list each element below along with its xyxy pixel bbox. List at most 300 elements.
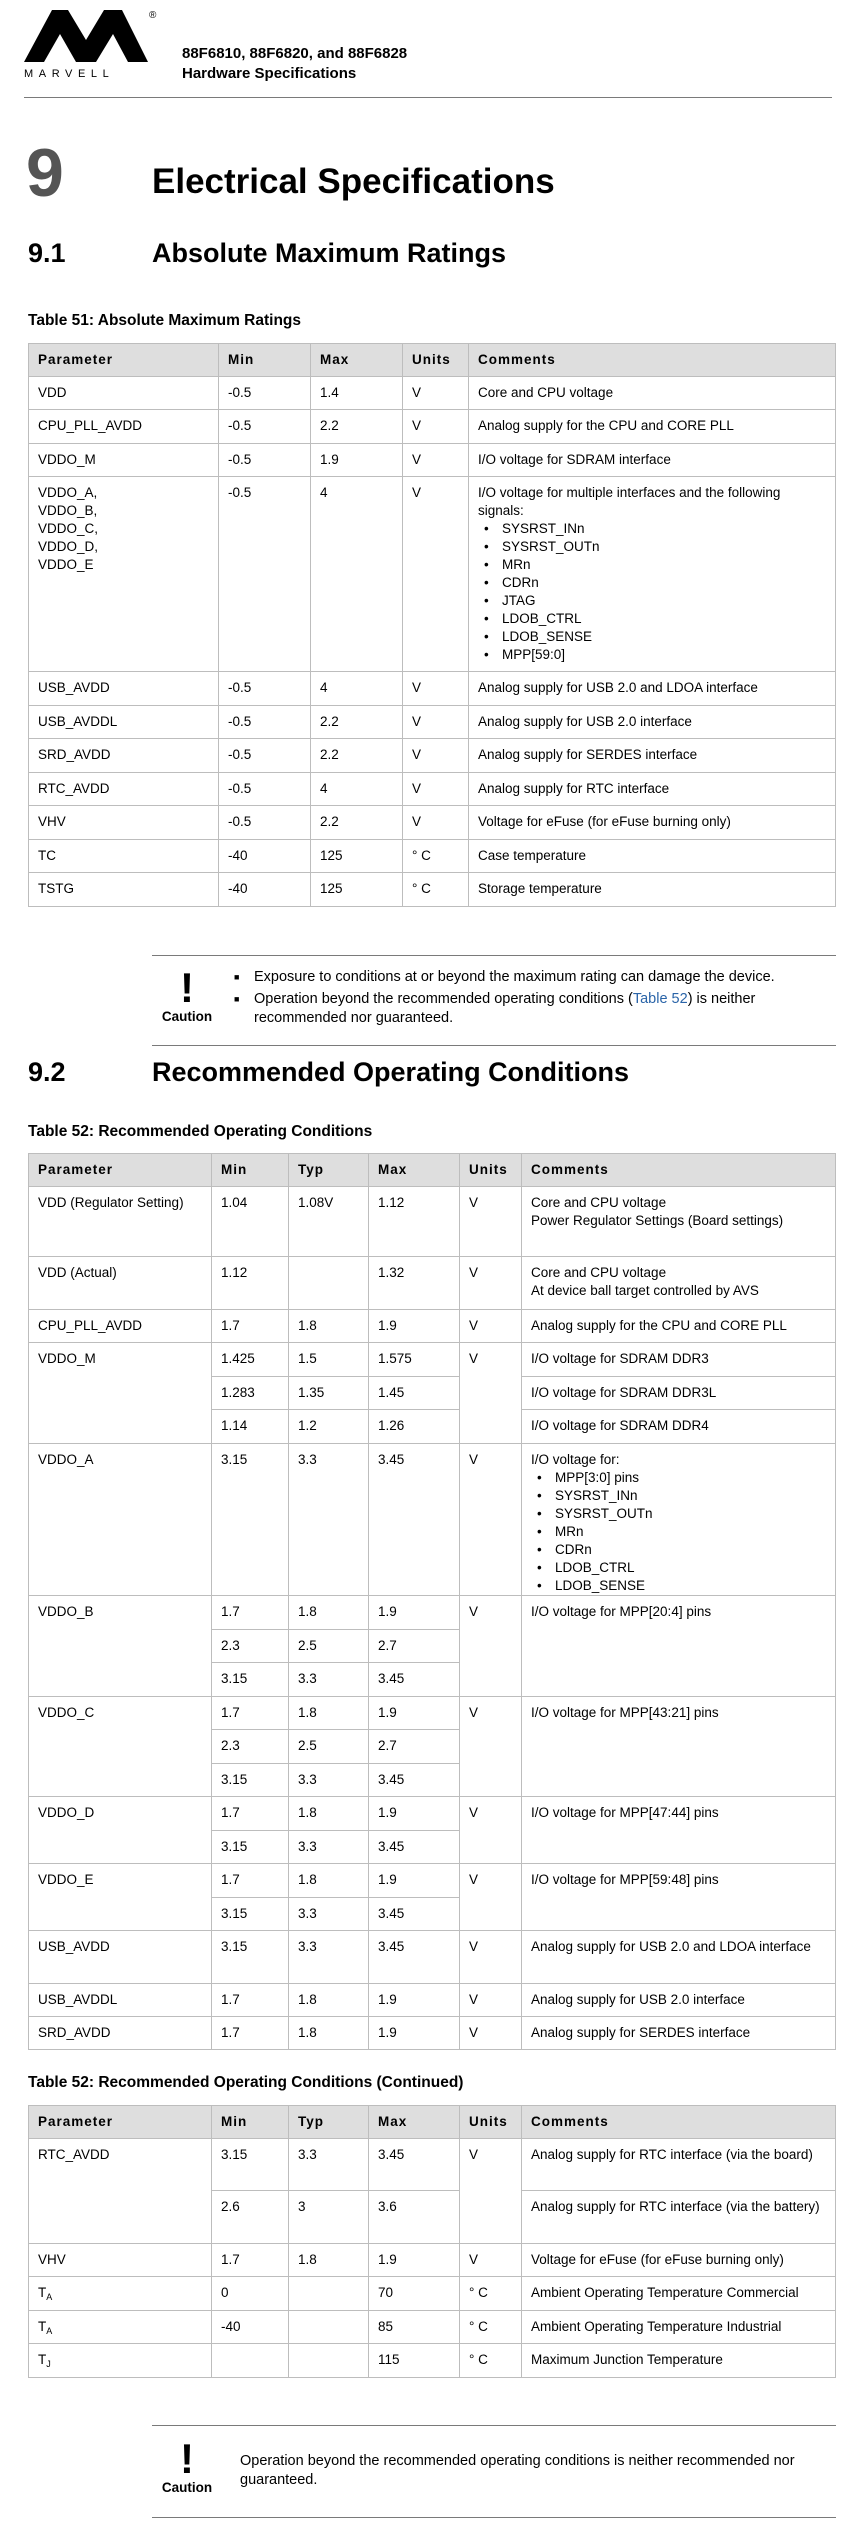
list-item: • MPP[3:0] pins	[531, 1469, 826, 1487]
cell: Analog supply for the CPU and CORE PLL	[469, 410, 836, 444]
table-row	[29, 1187, 836, 1257]
cell: 2.3	[212, 1630, 289, 1663]
cell: VDDO_E	[29, 1864, 212, 1931]
cell: 1.12	[369, 1187, 460, 1257]
cell: 3.15	[212, 1444, 289, 1596]
cell: -0.5	[219, 410, 311, 444]
cell: ° C	[403, 840, 469, 873]
cell: 125	[311, 840, 403, 873]
cell: USB_AVDDL	[29, 1984, 212, 2017]
header-parameter: Parameter	[29, 2106, 212, 2139]
cell: V	[403, 806, 469, 840]
cell: V	[460, 1984, 522, 2017]
cell: 3.45	[369, 2139, 460, 2191]
cell: 1.9	[369, 1596, 460, 1630]
cell: 2.7	[369, 1630, 460, 1663]
exclamation-icon: !	[180, 2435, 194, 2482]
list-item: • SYSRST_OUTn	[478, 538, 826, 556]
header-min: Min	[212, 2106, 289, 2139]
header-typ: Typ	[289, 2106, 369, 2139]
cell: 70	[369, 2277, 460, 2311]
cell: 1.7	[212, 1864, 289, 1898]
cell: Case temperature	[469, 840, 836, 873]
cell: 1.8	[289, 1797, 369, 1831]
cell: VDDO_D	[29, 1797, 212, 1864]
logo-registered-mark: ®	[149, 10, 157, 21]
caution-label: Caution	[161, 1009, 213, 1024]
cell	[522, 1257, 836, 1310]
cell: 3.3	[289, 1444, 369, 1596]
cell: 1.4	[311, 377, 403, 410]
cell: 1.2	[289, 1410, 369, 1444]
cell: 3.3	[289, 1931, 369, 1984]
cell: 1.08V	[289, 1187, 369, 1257]
param-symbol: T	[38, 2352, 47, 2367]
cell: VDDO_M	[29, 444, 219, 477]
cell: 1.425	[212, 1343, 289, 1377]
cell: 2.6	[212, 2191, 289, 2244]
header-max: Max	[369, 1154, 460, 1187]
cell: Ambient Operating Temperature Commercial	[522, 2277, 836, 2311]
list-item: • SYSRST_INn	[531, 1487, 826, 1505]
cell: 1.7	[212, 1310, 289, 1343]
chapter-title: Electrical Specifications	[152, 162, 555, 201]
caution-list	[224, 968, 824, 1028]
param-subscript: A	[46, 2292, 53, 2302]
table-52	[28, 1153, 836, 2050]
cell: V	[460, 1797, 522, 1864]
param-symbol: T	[38, 2319, 47, 2334]
table-51-caption: Table 51: Absolute Maximum Ratings	[28, 312, 302, 329]
table-row	[29, 1596, 836, 1630]
cell: I/O voltage for MPP[20:4] pins	[522, 1596, 836, 1697]
cell: RTC_AVDD	[29, 2139, 212, 2244]
cell: 3.15	[212, 1663, 289, 1697]
cell-line: I/O voltage for multiple interfaces and the following signals:	[478, 485, 781, 518]
header-comments: Comments	[522, 2106, 836, 2139]
cell: 1.8	[289, 1864, 369, 1898]
table-row	[29, 2311, 836, 2344]
cell: I/O voltage for SDRAM DDR4	[522, 1410, 836, 1444]
cell: V	[460, 2017, 522, 2050]
table-52-link[interactable]: Table 52	[632, 991, 688, 1007]
caution-note-2	[152, 2425, 836, 2518]
cell: TSTG	[29, 873, 219, 907]
table-row	[29, 2244, 836, 2277]
cell: VDD (Regulator Setting)	[29, 1187, 212, 1257]
cell: CPU_PLL_AVDD	[29, 410, 219, 444]
cell: 1.9	[369, 1697, 460, 1730]
cell: 1.04	[212, 1187, 289, 1257]
cell	[212, 2344, 289, 2378]
table-52-caption: Table 52: Recommended Operating Conditions	[28, 1123, 373, 1140]
cell: -0.5	[219, 377, 311, 410]
list-item: • MPP[59:0]	[478, 646, 826, 664]
table-52-continued-header-row	[29, 2106, 836, 2139]
cell: Analog supply for RTC interface	[469, 773, 836, 806]
cell: 4	[311, 477, 403, 672]
cell: 1.9	[369, 2017, 460, 2050]
cell: ° C	[460, 2311, 522, 2344]
list-item: • MRn	[478, 556, 826, 574]
cell: Voltage for eFuse (for eFuse burning only)	[469, 806, 836, 840]
cell: Analog supply for USB 2.0 and LDOA interface	[522, 1931, 836, 1984]
cell: -0.5	[219, 773, 311, 806]
cell: V	[403, 477, 469, 672]
chapter-number: 9	[26, 135, 64, 211]
table-row	[29, 444, 836, 477]
cell	[29, 477, 219, 672]
cell: Voltage for eFuse (for eFuse burning only)	[522, 2244, 836, 2277]
cell: SRD_AVDD	[29, 739, 219, 773]
cell: SRD_AVDD	[29, 2017, 212, 2050]
caution-note-1	[152, 955, 836, 1046]
cell: 1.283	[212, 1377, 289, 1410]
cell: I/O voltage for SDRAM DDR3L	[522, 1377, 836, 1410]
header-min: Min	[212, 1154, 289, 1187]
table-row	[29, 1343, 836, 1377]
cell: 3.15	[212, 1831, 289, 1864]
table-51	[28, 343, 836, 907]
cell	[29, 2344, 212, 2378]
cell: 1.9	[369, 1310, 460, 1343]
cell: 1.7	[212, 1596, 289, 1630]
cell: VDDO_M	[29, 1343, 212, 1444]
cell: RTC_AVDD	[29, 773, 219, 806]
caution-bullet-1: ■ Exposure to conditions at or beyond the maximum rating can damage the device.	[224, 968, 824, 987]
caution-text: Operation beyond the recommended operating conditions is neither recommended nor guaranteed.	[240, 2453, 795, 2488]
marvell-logo	[24, 10, 164, 90]
cell: 1.12	[212, 1257, 289, 1310]
cell: -40	[212, 2311, 289, 2344]
cell: 1.8	[289, 1310, 369, 1343]
cell: V	[460, 1697, 522, 1797]
cell: 1.9	[369, 1984, 460, 2017]
cell	[289, 2311, 369, 2344]
cell: 3.15	[212, 1931, 289, 1984]
header-min: Min	[219, 344, 311, 377]
cell: V	[460, 1187, 522, 1257]
caution-text: ) is neither recommended nor guaranteed.	[254, 991, 756, 1026]
table-row	[29, 672, 836, 706]
cell: 1.14	[212, 1410, 289, 1444]
cell: 115	[369, 2344, 460, 2378]
cell: -0.5	[219, 806, 311, 840]
cell: USB_AVDD	[29, 672, 219, 706]
section-92-title: Recommended Operating Conditions	[152, 1057, 630, 1087]
vddo-a-list	[531, 1469, 826, 1595]
param-subscript: A	[46, 2326, 53, 2336]
cell: -0.5	[219, 477, 311, 672]
cell	[29, 2277, 212, 2311]
cell: I/O voltage for MPP[47:44] pins	[522, 1797, 836, 1864]
cell: 3.3	[289, 1764, 369, 1797]
table-row	[29, 2139, 836, 2191]
cell: 3.15	[212, 2139, 289, 2191]
header-parameter: Parameter	[29, 344, 219, 377]
cell: V	[460, 1931, 522, 1984]
cell: VDD (Actual)	[29, 1257, 212, 1310]
cell: 85	[369, 2311, 460, 2344]
list-item: • LDOB_SENSE	[478, 628, 826, 646]
cell: V	[403, 410, 469, 444]
header-typ: Typ	[289, 1154, 369, 1187]
table-row	[29, 739, 836, 773]
cell: Storage temperature	[469, 873, 836, 907]
logo-wordmark: MARVELL	[24, 68, 115, 80]
cell: Ambient Operating Temperature Industrial	[522, 2311, 836, 2344]
cell: VDDO_B	[29, 1596, 212, 1697]
cell: 1.9	[369, 2244, 460, 2277]
table-52-continued-caption: Table 52: Recommended Operating Conditions (Continued)	[28, 2074, 464, 2091]
header-max: Max	[311, 344, 403, 377]
cell: 1.7	[212, 2017, 289, 2050]
cell: 1.8	[289, 2244, 369, 2277]
table-row	[29, 410, 836, 444]
cell: 3.45	[369, 1931, 460, 1984]
table-row	[29, 377, 836, 410]
cell	[469, 477, 836, 672]
cell: V	[403, 773, 469, 806]
cell: V	[403, 444, 469, 477]
cell: 3.45	[369, 1831, 460, 1864]
cell: 3.45	[369, 1663, 460, 1697]
cell: ° C	[403, 873, 469, 907]
cell: -0.5	[219, 444, 311, 477]
cell: V	[460, 2244, 522, 2277]
table-row	[29, 1444, 836, 1596]
cell-line: VDDO_B,	[38, 503, 98, 518]
cell: 1.5	[289, 1343, 369, 1377]
cell: 1.45	[369, 1377, 460, 1410]
cell: 3.15	[212, 1898, 289, 1931]
cell: 1.9	[369, 1864, 460, 1898]
table-row	[29, 1257, 836, 1310]
table-row	[29, 1797, 836, 1831]
list-item: • CDRn	[531, 1541, 826, 1559]
cell: V	[460, 1343, 522, 1444]
cell: VHV	[29, 2244, 212, 2277]
table-row	[29, 1931, 836, 1984]
cell-line: I/O voltage for:	[531, 1452, 620, 1467]
table-row	[29, 873, 836, 907]
header-parameter: Parameter	[29, 1154, 212, 1187]
cell	[29, 2311, 212, 2344]
cell: 3.45	[369, 1764, 460, 1797]
cell: 3	[289, 2191, 369, 2244]
table-52-header-row	[29, 1154, 836, 1187]
cell: 1.7	[212, 1984, 289, 2017]
cell: Analog supply for SERDES interface	[522, 2017, 836, 2050]
section-92-number: 9.2	[28, 1057, 66, 1087]
header-max: Max	[369, 2106, 460, 2139]
cell: -0.5	[219, 672, 311, 706]
cell: Analog supply for SERDES interface	[469, 739, 836, 773]
cell: 1.26	[369, 1410, 460, 1444]
cell	[522, 1187, 836, 1257]
list-item: • CDRn	[478, 574, 826, 592]
table-row	[29, 773, 836, 806]
cell: 1.9	[369, 1797, 460, 1831]
header-units: Units	[403, 344, 469, 377]
cell: 1.7	[212, 1697, 289, 1730]
cell-line: Core and CPU voltage	[531, 1265, 667, 1280]
cell: 3.3	[289, 2139, 369, 2191]
document-title-line2: Hardware Specifications	[182, 65, 357, 82]
cell: CPU_PLL_AVDD	[29, 1310, 212, 1343]
cell: Analog supply for USB 2.0 interface	[522, 1984, 836, 2017]
cell: V	[460, 1596, 522, 1697]
cell: I/O voltage for SDRAM DDR3	[522, 1343, 836, 1377]
cell: TC	[29, 840, 219, 873]
cell: 1.7	[212, 2244, 289, 2277]
cell: 3.45	[369, 1898, 460, 1931]
cell: V	[403, 706, 469, 739]
table-row	[29, 477, 836, 672]
cell-line: VDDO_A,	[38, 485, 98, 500]
cell: 2.2	[311, 806, 403, 840]
header-comments: Comments	[522, 1154, 836, 1187]
cell-line: VDDO_C,	[38, 521, 99, 536]
marvell-logo-icon	[24, 10, 148, 62]
cell: V	[460, 1310, 522, 1343]
cell: 0	[212, 2277, 289, 2311]
cell: Core and CPU voltage	[469, 377, 836, 410]
document-title	[182, 44, 407, 84]
cell: I/O voltage for SDRAM interface	[469, 444, 836, 477]
signal-list	[478, 520, 826, 664]
list-item: • MRn	[531, 1523, 826, 1541]
cell: V	[460, 1864, 522, 1931]
cell: -40	[219, 840, 311, 873]
cell: 125	[311, 873, 403, 907]
cell: 2.2	[311, 706, 403, 739]
cell: Analog supply for RTC interface (via the board)	[522, 2139, 836, 2191]
cell: 2.2	[311, 739, 403, 773]
param-symbol: T	[38, 2285, 47, 2300]
cell	[289, 2344, 369, 2378]
cell: 4	[311, 672, 403, 706]
section-91-number: 9.1	[28, 238, 66, 268]
list-item: • LDOB_CTRL	[531, 1559, 826, 1577]
table-row	[29, 706, 836, 739]
caution-block	[152, 964, 222, 1024]
list-item: • LDOB_CTRL	[478, 610, 826, 628]
page-header	[24, 10, 832, 100]
cell-line: At device ball target controlled by AVS	[531, 1283, 759, 1298]
cell: 1.8	[289, 1697, 369, 1730]
cell: 2.2	[311, 410, 403, 444]
cell	[522, 1444, 836, 1596]
cell: 4	[311, 773, 403, 806]
table-row	[29, 1697, 836, 1730]
cell: 1.8	[289, 2017, 369, 2050]
cell: VHV	[29, 806, 219, 840]
cell: V	[460, 2139, 522, 2244]
cell: V	[403, 739, 469, 773]
table-row	[29, 1310, 836, 1343]
cell: Analog supply for USB 2.0 and LDOA interface	[469, 672, 836, 706]
cell-line: VDDO_D,	[38, 539, 99, 554]
list-item: • SYSRST_INn	[478, 520, 826, 538]
document-title-line1: 88F6810, 88F6820, and 88F6828	[182, 45, 408, 62]
list-item: • JTAG	[478, 592, 826, 610]
cell: 1.9	[311, 444, 403, 477]
cell: USB_AVDDL	[29, 706, 219, 739]
cell: VDDO_C	[29, 1697, 212, 1797]
cell: V	[460, 1257, 522, 1310]
cell: V	[403, 672, 469, 706]
caution-bullet-2	[224, 990, 824, 1028]
caution-text: Operation beyond the recommended operating conditions (	[254, 991, 633, 1007]
cell	[289, 2277, 369, 2311]
table-row	[29, 2017, 836, 2050]
cell: ° C	[460, 2277, 522, 2311]
table-row	[29, 2344, 836, 2378]
table-row	[29, 1864, 836, 1898]
table-row	[29, 806, 836, 840]
cell: I/O voltage for MPP[59:48] pins	[522, 1864, 836, 1931]
caution-block	[152, 2435, 222, 2495]
cell: 3.3	[289, 1831, 369, 1864]
cell: V	[460, 1444, 522, 1596]
header-units: Units	[460, 1154, 522, 1187]
cell: VDD	[29, 377, 219, 410]
cell: Maximum Junction Temperature	[522, 2344, 836, 2378]
table-row	[29, 840, 836, 873]
list-item: • LDOB_SENSE	[531, 1577, 826, 1595]
section-91-title: Absolute Maximum Ratings	[152, 238, 507, 268]
caution-label: Caution	[161, 2480, 213, 2495]
cell: 2.7	[369, 1730, 460, 1764]
cell: V	[403, 377, 469, 410]
cell: I/O voltage for MPP[43:21] pins	[522, 1697, 836, 1797]
cell: 1.8	[289, 1984, 369, 2017]
cell-line: Core and CPU voltage	[531, 1195, 667, 1210]
cell: 3.15	[212, 1764, 289, 1797]
cell: 2.5	[289, 1730, 369, 1764]
cell: 1.32	[369, 1257, 460, 1310]
exclamation-icon: !	[180, 964, 194, 1011]
cell: 1.7	[212, 1797, 289, 1831]
cell: 1.35	[289, 1377, 369, 1410]
cell: VDDO_A	[29, 1444, 212, 1596]
table-51-header-row	[29, 344, 836, 377]
cell: ° C	[460, 2344, 522, 2378]
header-units: Units	[460, 2106, 522, 2139]
list-item: • SYSRST_OUTn	[531, 1505, 826, 1523]
header-rule	[24, 97, 832, 98]
cell: -0.5	[219, 706, 311, 739]
cell: Analog supply for USB 2.0 interface	[469, 706, 836, 739]
cell: Analog supply for the CPU and CORE PLL	[522, 1310, 836, 1343]
cell: 3.3	[289, 1663, 369, 1697]
cell: -40	[219, 873, 311, 907]
cell: 1.8	[289, 1596, 369, 1630]
cell: 3.3	[289, 1898, 369, 1931]
table-row	[29, 2277, 836, 2311]
cell	[289, 1257, 369, 1310]
cell: 2.5	[289, 1630, 369, 1663]
cell: 3.45	[369, 1444, 460, 1596]
table-row	[29, 1984, 836, 2017]
cell: 2.3	[212, 1730, 289, 1764]
header-comments: Comments	[469, 344, 836, 377]
param-subscript: J	[46, 2359, 51, 2369]
cell: -0.5	[219, 739, 311, 773]
cell-line: Power Regulator Settings (Board settings)	[531, 1213, 784, 1228]
cell: 3.6	[369, 2191, 460, 2244]
